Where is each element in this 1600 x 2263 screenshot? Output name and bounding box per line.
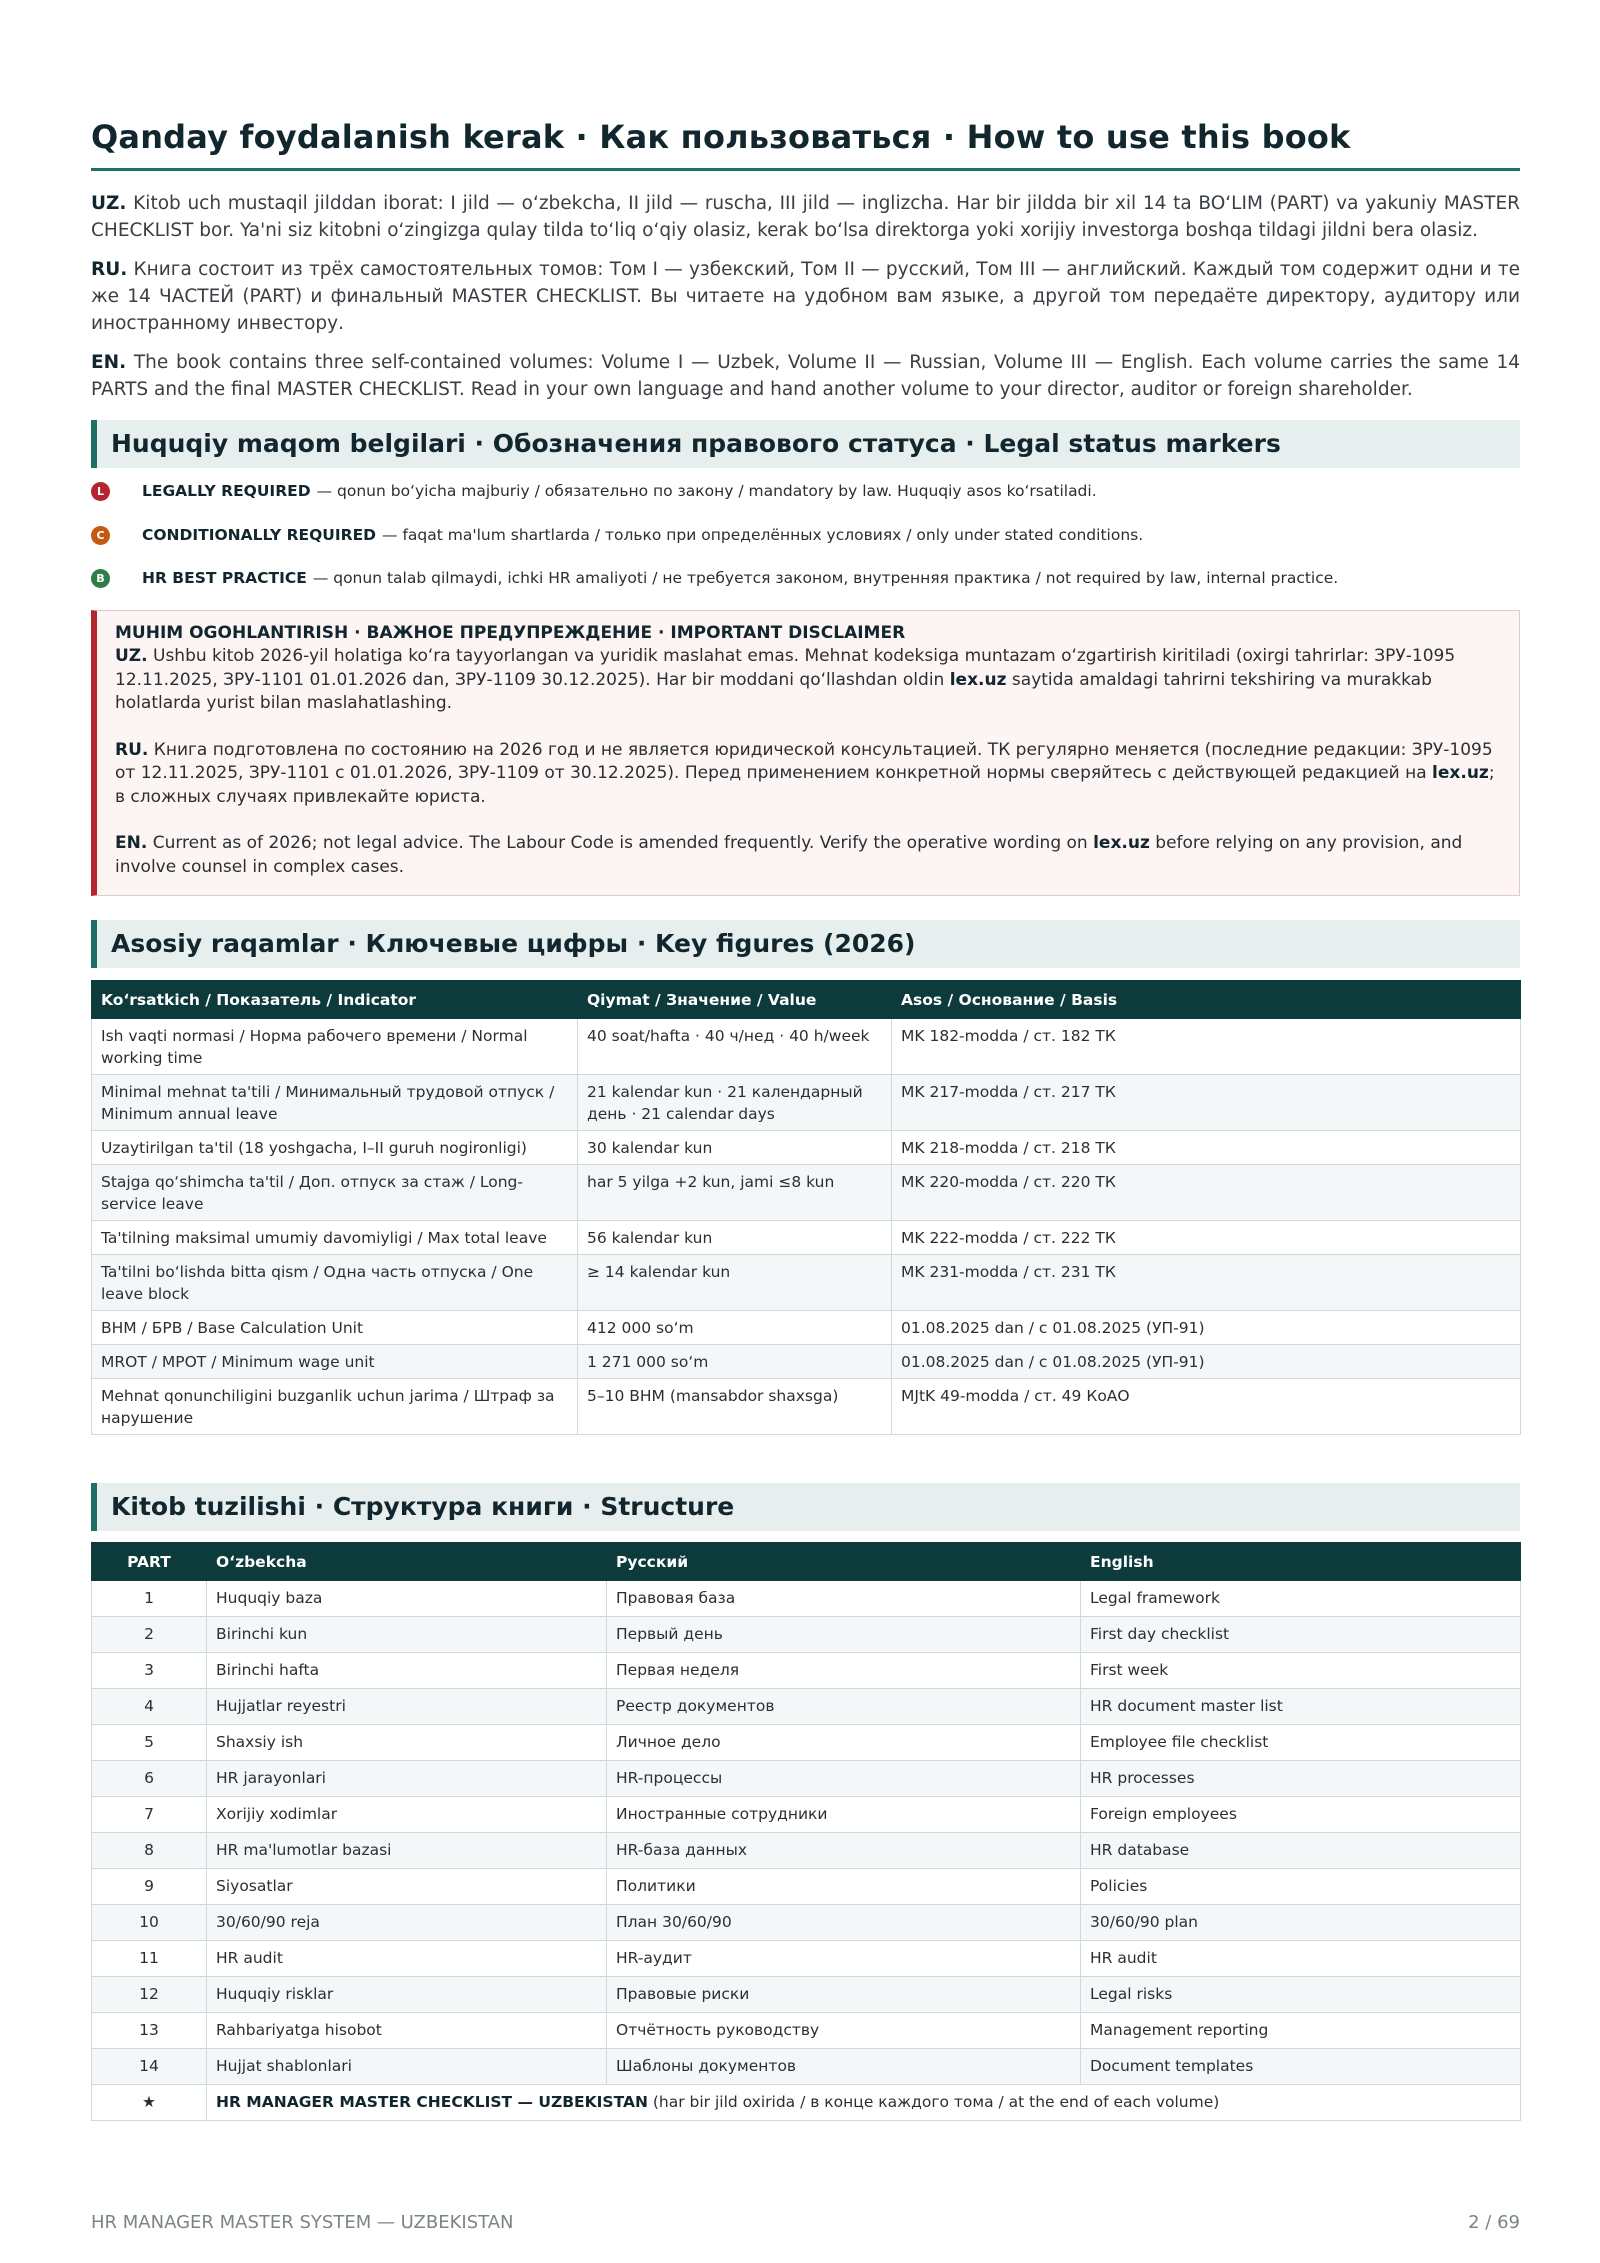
- section-heading-structure: Kitob tuzilishi · Структура книги · Structure: [91, 1483, 1520, 1531]
- column-header: Русский: [607, 1543, 1081, 1581]
- table-cell: BHM / БРВ / Base Calculation Unit: [92, 1311, 578, 1345]
- table-row: [92, 1581, 1521, 1617]
- table-row: [92, 1255, 1521, 1311]
- table-cell: MK 220-modda / ст. 220 ТК: [892, 1165, 1521, 1221]
- part-number-cell: 3: [92, 1653, 207, 1689]
- table-row: [92, 1761, 1521, 1797]
- table-cell: MK 182-modda / ст. 182 ТК: [892, 1019, 1521, 1075]
- lang-label: RU.: [115, 739, 149, 760]
- legal-marker-item: [91, 563, 1520, 593]
- table-row: [92, 1019, 1521, 1075]
- page-title: Qanday foydalanish kerak · Как пользоваться · How to use this book: [91, 118, 1520, 171]
- table-cell: MJtK 49-modda / ст. 49 КоАО: [892, 1379, 1521, 1435]
- table-cell: MK 222-modda / ст. 222 ТК: [892, 1221, 1521, 1255]
- star-icon: ★: [92, 2085, 207, 2121]
- legal-marker-item: [91, 520, 1520, 550]
- disclaimer-text: Ushbu kitob 2026-yil holatiga koʻra tayyorlangan va yuridik maslahat emas. Mehnat kodeksiga muntazam oʻzgartirish kiritiladi (oxirgi tahrirlar: ЗРУ-1095 12.11.2025, ЗРУ-1101 01.01.2026 dan, ЗРУ-1109 30.12.2025). Har bir moddani qoʻllashdan oldin: [115, 646, 1456, 690]
- part-number-cell: 8: [92, 1833, 207, 1869]
- table-cell: Правовые риски: [607, 1977, 1081, 2013]
- part-number-cell: 4: [92, 1689, 207, 1725]
- column-header: Qiymat / Значение / Value: [578, 981, 892, 1019]
- intro-uz: [91, 190, 1520, 244]
- part-number-cell: 2: [92, 1617, 207, 1653]
- disclaimer-text: Книга подготовлена по состоянию на 2026 год и не является юридической консультацией. ТК регулярно меняется (последние редакции: ЗРУ-1095 от 12.11.2025, ЗРУ-1101 с 01.01.2026, ЗРУ-1109 от 30.12.2025). Перед применением конкретной нормы сверяйтесь с действующей редакцией на: [115, 739, 1493, 783]
- part-number-cell: 10: [92, 1905, 207, 1941]
- table-row: [92, 2049, 1521, 2085]
- intro-text: Книга состоит из трёх самостоятельных томов: Том I — узбекский, Том II — русский, Том III — английский. Каждый том содержит одни и те же 14 ЧАСТЕЙ (PART) и финальный MASTER CHECKLIST. Вы читаете на удобном вам языке, а другой том передаёте директору, аудитору или иностранному инвестору.: [91, 259, 1520, 334]
- table-cell: MK 218-modda / ст. 218 ТК: [892, 1131, 1521, 1165]
- table-row: [92, 1379, 1521, 1435]
- table-row: [92, 2013, 1521, 2049]
- table-cell: Policies: [1081, 1869, 1521, 1905]
- marker-badge-icon: L: [91, 482, 110, 501]
- part-number-cell: 11: [92, 1941, 207, 1977]
- master-checklist-label: HR MANAGER MASTER CHECKLIST — UZBEKISTAN: [216, 2093, 648, 2111]
- table-cell: 30/60/90 reja: [207, 1905, 607, 1941]
- table-cell: Иностранные сотрудники: [607, 1797, 1081, 1833]
- table-cell: 01.08.2025 dan / с 01.08.2025 (УП-91): [892, 1345, 1521, 1379]
- lang-label: RU.: [91, 259, 128, 280]
- table-cell: 40 soat/hafta · 40 ч/нед · 40 h/week: [578, 1019, 892, 1075]
- table-row: [92, 1977, 1521, 2013]
- table-cell: Реестр документов: [607, 1689, 1081, 1725]
- intro-section: [91, 190, 1520, 415]
- column-header: English: [1081, 1543, 1521, 1581]
- table-cell: Management reporting: [1081, 2013, 1521, 2049]
- table-cell: Huquqiy risklar: [207, 1977, 607, 2013]
- intro-ru: [91, 256, 1520, 337]
- table-cell: Huquqiy baza: [207, 1581, 607, 1617]
- table-cell: Правовая база: [607, 1581, 1081, 1617]
- lang-label: UZ.: [115, 646, 148, 666]
- table-cell: har 5 yilga +2 kun, jami ≤8 kun: [578, 1165, 892, 1221]
- marker-description: — faqat ma'lum shartlarda / только при определённых условиях / only under stated conditions.: [382, 526, 1144, 544]
- table-cell: First week: [1081, 1653, 1521, 1689]
- table-cell: HR audit: [207, 1941, 607, 1977]
- table-cell: HR-процессы: [607, 1761, 1081, 1797]
- disclaimer-text: before relying on any provision, and involve counsel in complex cases.: [115, 833, 1463, 877]
- lex-uz-link[interactable]: lex.uz: [949, 669, 1007, 690]
- table-cell: 21 kalendar kun · 21 календарный день · 21 calendar days: [578, 1075, 892, 1131]
- legal-marker-item: [91, 476, 1520, 506]
- table-cell: HR processes: [1081, 1761, 1521, 1797]
- table-cell: ≥ 14 kalendar kun: [578, 1255, 892, 1311]
- disclaimer-en: [115, 832, 1501, 879]
- structure-table: [91, 1542, 1521, 2121]
- table-cell: HR database: [1081, 1833, 1521, 1869]
- table-cell: Legal risks: [1081, 1977, 1521, 2013]
- table-cell: Birinchi kun: [207, 1617, 607, 1653]
- intro-text: The book contains three self-contained volumes: Volume I — Uzbek, Volume II — Russian, Volume III — English. Each volume carries the same 14 PARTS and the final MASTER CHECKLIST. Read in your own language and hand another volume to your director, auditor or foreign shareholder.: [91, 352, 1520, 400]
- table-cell: HR audit: [1081, 1941, 1521, 1977]
- disclaimer-box: [91, 610, 1520, 896]
- marker-label: HR BEST PRACTICE: [142, 569, 307, 587]
- part-number-cell: 1: [92, 1581, 207, 1617]
- lex-uz-link[interactable]: lex.uz: [1432, 763, 1489, 783]
- column-header: PART: [92, 1543, 207, 1581]
- lang-label: EN.: [115, 833, 148, 853]
- table-row: [92, 1905, 1521, 1941]
- master-checklist-note: (har bir jild oxirida / в конце каждого тома / at the end of each volume): [652, 2093, 1220, 2111]
- table-cell: Личное дело: [607, 1725, 1081, 1761]
- table-cell: Hujjatlar reyestri: [207, 1689, 607, 1725]
- intro-text: Kitob uch mustaqil jilddan iborat: I jild — oʻzbekcha, II jild — ruscha, III jild — inglizcha. Har bir jildda bir xil 14 ta BOʻLIM (PART) va yakuniy MASTER CHECKLIST bor. Ya'ni siz kitobni oʻzingizga qulay tilda toʻliq oʻqiy olasiz, kerak boʻlsa direktorga yoki xorijiy investorga boshqa tildagi jildni bera olasiz.: [91, 193, 1521, 241]
- table-row: [92, 1941, 1521, 1977]
- table-cell: Mehnat qonunchiligini buzganlik uchun jarima / Штраф за нарушение: [92, 1379, 578, 1435]
- table-cell: First day checklist: [1081, 1617, 1521, 1653]
- part-number-cell: 13: [92, 2013, 207, 2049]
- table-cell: Xorijiy xodimlar: [207, 1797, 607, 1833]
- marker-label: CONDITIONALLY REQUIRED: [142, 526, 377, 544]
- marker-description: — qonun boʻyicha majburiy / обязательно по закону / mandatory by law. Huquqiy asos koʻrsatiladi.: [316, 482, 1097, 500]
- table-cell: MK 217-modda / ст. 217 ТК: [892, 1075, 1521, 1131]
- disclaimer-text: Current as of 2026; not legal advice. The Labour Code is amended frequently. Verify the operative wording on: [152, 833, 1088, 853]
- table-row: [92, 1725, 1521, 1761]
- table-row: [92, 1311, 1521, 1345]
- table-cell: Foreign employees: [1081, 1797, 1521, 1833]
- table-header-row: [92, 1543, 1521, 1581]
- disclaimer-title: MUHIM OGOHLANTIRISH · ВАЖНОЕ ПРЕДУПРЕЖДЕНИЕ · IMPORTANT DISCLAIMER: [115, 623, 906, 643]
- disclaimer-text: ; в сложных случаях привлекайте юриста.: [115, 763, 1495, 807]
- table-cell: 01.08.2025 dan / с 01.08.2025 (УП-91): [892, 1311, 1521, 1345]
- part-number-cell: 6: [92, 1761, 207, 1797]
- table-cell: Shaxsiy ish: [207, 1725, 607, 1761]
- lang-label: EN.: [91, 352, 127, 373]
- footer-title: HR MANAGER MASTER SYSTEM — UZBEKISTAN: [91, 2212, 514, 2233]
- disclaimer-ru: [115, 739, 1501, 810]
- part-number-cell: 9: [92, 1869, 207, 1905]
- part-number-cell: 5: [92, 1725, 207, 1761]
- table-cell: HR ma'lumotlar bazasi: [207, 1833, 607, 1869]
- disclaimer-uz: [115, 645, 1501, 716]
- table-row: [92, 1797, 1521, 1833]
- table-cell: Ish vaqti normasi / Норма рабочего времени / Normal working time: [92, 1019, 578, 1075]
- table-cell: HR jarayonlari: [207, 1761, 607, 1797]
- table-cell: Siyosatlar: [207, 1869, 607, 1905]
- key-figures-table: [91, 980, 1521, 1435]
- table-cell: MROT / МРОТ / Minimum wage unit: [92, 1345, 578, 1379]
- table-cell: 30 kalendar kun: [578, 1131, 892, 1165]
- table-cell: Document templates: [1081, 2049, 1521, 2085]
- table-cell: Uzaytirilgan ta'til (18 yoshgacha, I–II guruh nogironligi): [92, 1131, 578, 1165]
- table-row: [92, 1345, 1521, 1379]
- part-number-cell: 7: [92, 1797, 207, 1833]
- table-cell: MK 231-modda / ст. 231 ТК: [892, 1255, 1521, 1311]
- table-cell: Шаблоны документов: [607, 2049, 1081, 2085]
- marker-badge-icon: B: [91, 569, 110, 588]
- table-row: [92, 1833, 1521, 1869]
- marker-description: — qonun talab qilmaydi, ichki HR amaliyoti / не требуется законом, внутренняя практика / not required by law, internal practice.: [312, 569, 1339, 587]
- column-header: Asos / Основание / Basis: [892, 981, 1521, 1019]
- table-cell: Отчётность руководству: [607, 2013, 1081, 2049]
- column-header: Oʻzbekcha: [207, 1543, 607, 1581]
- table-cell: Ta'tilning maksimal umumiy davomiyligi / Max total leave: [92, 1221, 578, 1255]
- table-cell: 5–10 BHM (mansabdor shaxsga): [578, 1379, 892, 1435]
- disclaimer-text: saytida amaldagi tahrirni tekshiring va murakkab holatlarda yurist bilan maslahatlashing.: [115, 669, 1432, 713]
- column-header: Koʻrsatkich / Показатель / Indicator: [92, 981, 578, 1019]
- table-row: [92, 1131, 1521, 1165]
- table-cell: Ta'tilni boʻlishda bitta qism / Одна часть отпуска / One leave block: [92, 1255, 578, 1311]
- table-cell: 1 271 000 soʻm: [578, 1345, 892, 1379]
- table-cell: Legal framework: [1081, 1581, 1521, 1617]
- table-row: [92, 1653, 1521, 1689]
- intro-en: [91, 349, 1520, 403]
- marker-label: LEGALLY REQUIRED: [142, 482, 311, 500]
- master-checklist-cell: [207, 2085, 1521, 2121]
- table-row: [92, 1221, 1521, 1255]
- marker-badge-icon: C: [91, 526, 110, 545]
- master-checklist-row: [92, 2085, 1521, 2121]
- table-cell: Hujjat shablonlari: [207, 2049, 607, 2085]
- lex-uz-link[interactable]: lex.uz: [1093, 833, 1150, 853]
- section-heading-legal-markers: Huquqiy maqom belgilari · Обозначения правового статуса · Legal status markers: [91, 420, 1520, 468]
- table-cell: Stajga qoʻshimcha ta'til / Доп. отпуск за стаж / Long-service leave: [92, 1165, 578, 1221]
- table-cell: Политики: [607, 1869, 1081, 1905]
- lang-label: UZ.: [91, 193, 127, 214]
- table-cell: Employee file checklist: [1081, 1725, 1521, 1761]
- table-row: [92, 1869, 1521, 1905]
- table-cell: План 30/60/90: [607, 1905, 1081, 1941]
- table-header-row: [92, 981, 1521, 1019]
- table-row: [92, 1617, 1521, 1653]
- table-cell: HR document master list: [1081, 1689, 1521, 1725]
- table-cell: Birinchi hafta: [207, 1653, 607, 1689]
- part-number-cell: 14: [92, 2049, 207, 2085]
- table-cell: HR-база данных: [607, 1833, 1081, 1869]
- part-number-cell: 12: [92, 1977, 207, 2013]
- table-cell: 56 kalendar kun: [578, 1221, 892, 1255]
- table-cell: 30/60/90 plan: [1081, 1905, 1521, 1941]
- table-cell: Rahbariyatga hisobot: [207, 2013, 607, 2049]
- table-row: [92, 1689, 1521, 1725]
- table-cell: Первый день: [607, 1617, 1081, 1653]
- table-row: [92, 1165, 1521, 1221]
- table-cell: HR-аудит: [607, 1941, 1081, 1977]
- table-cell: Первая неделя: [607, 1653, 1081, 1689]
- table-cell: Minimal mehnat ta'tili / Минимальный трудовой отпуск / Minimum annual leave: [92, 1075, 578, 1131]
- table-row: [92, 1075, 1521, 1131]
- page-number: 2 / 69: [1468, 2212, 1520, 2233]
- section-heading-key-figures: Asosiy raqamlar · Ключевые цифры · Key figures (2026): [91, 920, 1520, 968]
- table-cell: 412 000 soʻm: [578, 1311, 892, 1345]
